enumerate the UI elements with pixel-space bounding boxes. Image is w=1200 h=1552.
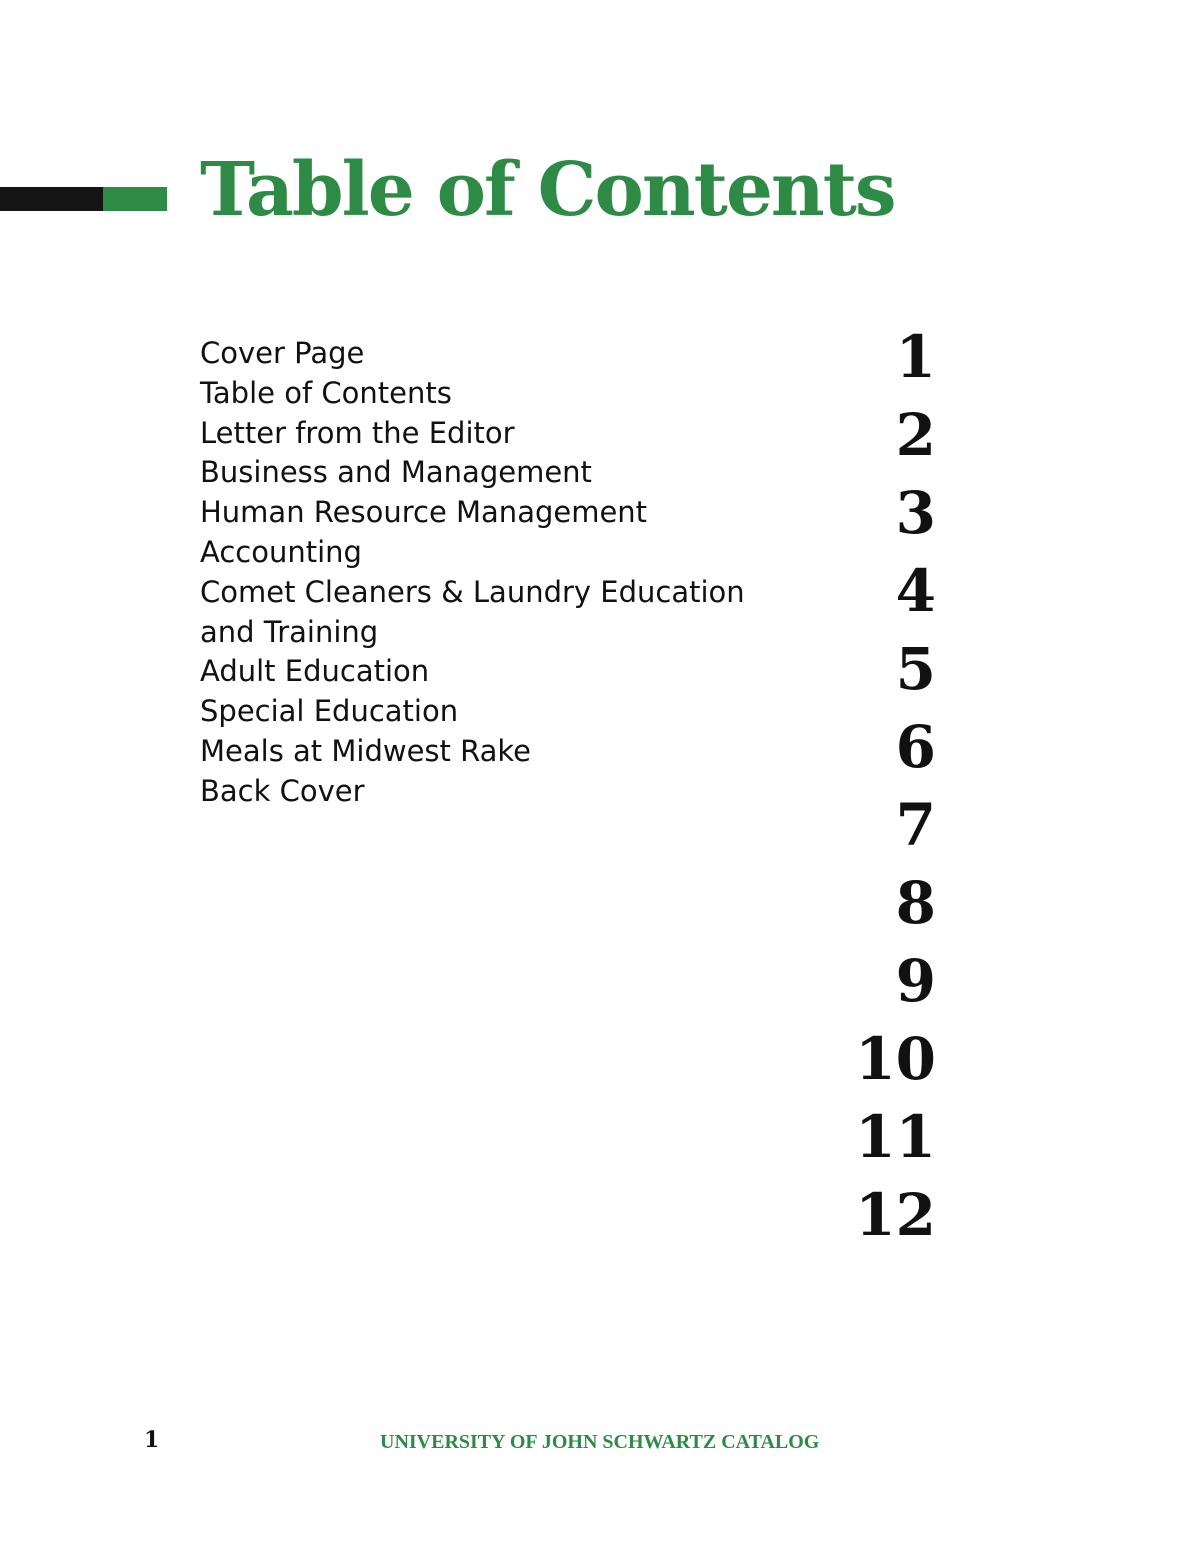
toc-page-number: 5 (895, 635, 936, 703)
toc-page-number: 2 (895, 401, 936, 469)
toc-entry[interactable]: Business and Management (200, 455, 592, 490)
footer-page-number: 1 (144, 1427, 160, 1453)
toc-entries (200, 334, 840, 812)
footer-catalog-title: UNIVERSITY OF JOHN SCHWARTZ CATALOG (380, 1431, 820, 1453)
toc-entry[interactable]: Human Resource Management (200, 495, 648, 530)
toc-page-number: 11 (855, 1103, 936, 1171)
toc-entry[interactable]: Letter from the Editor (200, 415, 515, 450)
toc-page-number: 8 (895, 869, 936, 937)
toc-entry[interactable]: Meals at Midwest Rake (200, 733, 532, 768)
toc-page-number: 6 (895, 713, 936, 781)
toc-entry[interactable]: and Training (200, 614, 379, 649)
toc-page-number: 3 (895, 479, 936, 547)
decorative-green-bar (103, 187, 167, 211)
toc-page-number: 9 (895, 947, 936, 1015)
toc-entry[interactable]: Back Cover (200, 773, 365, 808)
toc-page-number: 7 (895, 791, 936, 859)
toc-entry[interactable]: Adult Education (200, 654, 430, 689)
toc-entry[interactable]: Comet Cleaners & Laundry Education (200, 574, 745, 609)
toc-entry[interactable]: Table of Contents (200, 375, 452, 410)
page-title: Table of Contents (200, 147, 895, 233)
toc-page-numbers (830, 318, 936, 1254)
toc-entry[interactable]: Cover Page (200, 336, 365, 370)
toc-page-number: 12 (855, 1181, 936, 1249)
toc-entry[interactable]: Special Education (200, 694, 459, 729)
toc-page-number: 10 (855, 1025, 936, 1093)
toc-entry[interactable]: Accounting (200, 534, 362, 569)
toc-page-number: 4 (895, 557, 936, 625)
decorative-black-bar (0, 187, 103, 211)
toc-page-number: 1 (895, 323, 936, 391)
